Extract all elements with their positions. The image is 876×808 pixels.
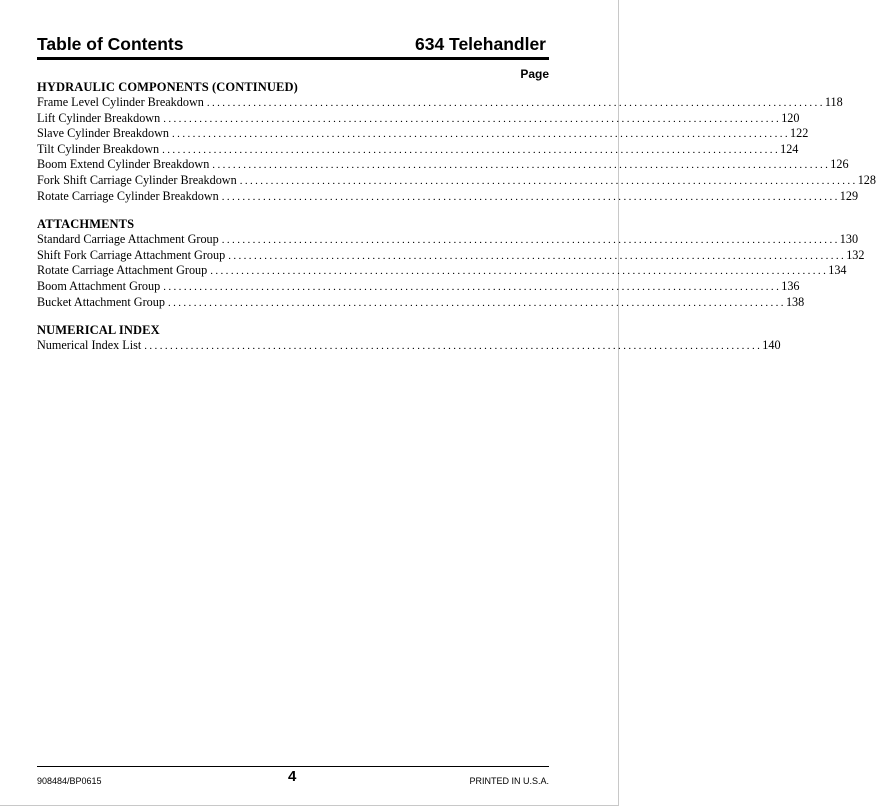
dot-leader: ........................................................................................................................ (221, 190, 840, 203)
toc-entry-label: Boom Extend Cylinder Breakdown (37, 157, 210, 172)
toc-entry-page: 129 (839, 188, 859, 203)
dot-leader: ........................................................................................................................ (212, 159, 831, 172)
section-heading: HYDRAULIC COMPONENTS (CONTINUED) (37, 80, 298, 94)
toc-entry-page: 134 (828, 263, 847, 278)
toc-entry-label: Fork Shift Carriage Cylinder Breakdown (37, 172, 237, 187)
toc-entry-page: 140 (762, 338, 781, 353)
toc-entry-page: 122 (790, 126, 809, 141)
toc-entry-page: 120 (781, 110, 800, 125)
toc-section (37, 217, 865, 310)
dot-leader: ........................................................................................................................ (144, 340, 763, 353)
page-number: 4 (288, 768, 297, 785)
dot-leader: ........................................................................................................................ (167, 296, 786, 309)
dot-leader: ........................................................................................................................ (162, 143, 781, 156)
toc-entry[interactable] (37, 157, 849, 173)
toc-entry-label: Rotate Carriage Cylinder Breakdown (37, 188, 219, 203)
toc-entry-label: Rotate Carriage Attachment Group (37, 263, 208, 278)
toc-entry-page: 118 (824, 95, 843, 109)
section-heading: ATTACHMENTS (37, 217, 135, 232)
toc-entry-label: Standard Carriage Attachment Group (37, 232, 219, 247)
toc-entry[interactable] (37, 294, 805, 311)
toc-entry-label: Frame Level Cylinder Breakdown (37, 95, 204, 109)
page-header (37, 33, 549, 60)
toc-entry[interactable] (37, 172, 876, 189)
document-code: 908484/BP0615 (37, 776, 102, 786)
toc-entry-page: 132 (846, 247, 865, 262)
toc-entry[interactable] (37, 278, 800, 295)
table-of-contents (37, 80, 876, 367)
toc-entry-page: 138 (785, 294, 805, 309)
toc-entry-label: Numerical Index List (37, 338, 142, 353)
dot-leader: ........................................................................................................................ (228, 249, 847, 262)
dot-leader: ........................................................................................................................ (206, 97, 825, 109)
dot-leader: ........................................................................................................................ (163, 112, 782, 125)
toc-entry-page: 124 (780, 141, 799, 156)
dot-leader: ........................................................................................................................ (210, 265, 829, 278)
section-heading: NUMERICAL INDEX (37, 323, 160, 338)
footer-divider (37, 766, 549, 767)
toc-entry-page: 130 (839, 232, 859, 247)
page-column-label: Page (520, 67, 549, 81)
printed-notice: PRINTED IN U.S.A. (469, 776, 549, 786)
dot-leader: ........................................................................................................................ (172, 128, 791, 141)
toc-entry[interactable] (37, 126, 809, 142)
dot-leader: ........................................................................................................................ (163, 280, 782, 293)
toc-entry-page: 136 (781, 278, 800, 293)
toc-entry-label: Shift Fork Carriage Attachment Group (37, 247, 226, 262)
toc-entry[interactable] (37, 338, 781, 354)
toc-entry-page: 126 (830, 157, 849, 172)
toc-entry-label: Boom Attachment Group (37, 278, 161, 293)
dot-leader: ........................................................................................................................ (239, 174, 858, 187)
toc-entry[interactable] (37, 188, 859, 205)
toc-section (37, 323, 781, 354)
toc-section (37, 80, 876, 204)
toc-entry-label: Lift Cylinder Breakdown (37, 110, 161, 125)
toc-entry[interactable] (37, 95, 843, 111)
dot-leader: ........................................................................................................................ (221, 234, 840, 247)
model-name: 634 Telehandler (415, 34, 546, 54)
toc-entry[interactable] (37, 141, 799, 158)
toc-entry-label: Bucket Attachment Group (37, 294, 165, 309)
toc-entry[interactable] (37, 263, 847, 279)
toc-entry-page: 128 (857, 172, 876, 187)
toc-entry[interactable] (37, 232, 859, 248)
toc-entry[interactable] (37, 110, 800, 127)
page-title: Table of Contents (37, 34, 184, 54)
toc-entry[interactable] (37, 247, 865, 264)
toc-entry-label: Slave Cylinder Breakdown (37, 126, 170, 141)
toc-entry-label: Tilt Cylinder Breakdown (37, 141, 160, 156)
